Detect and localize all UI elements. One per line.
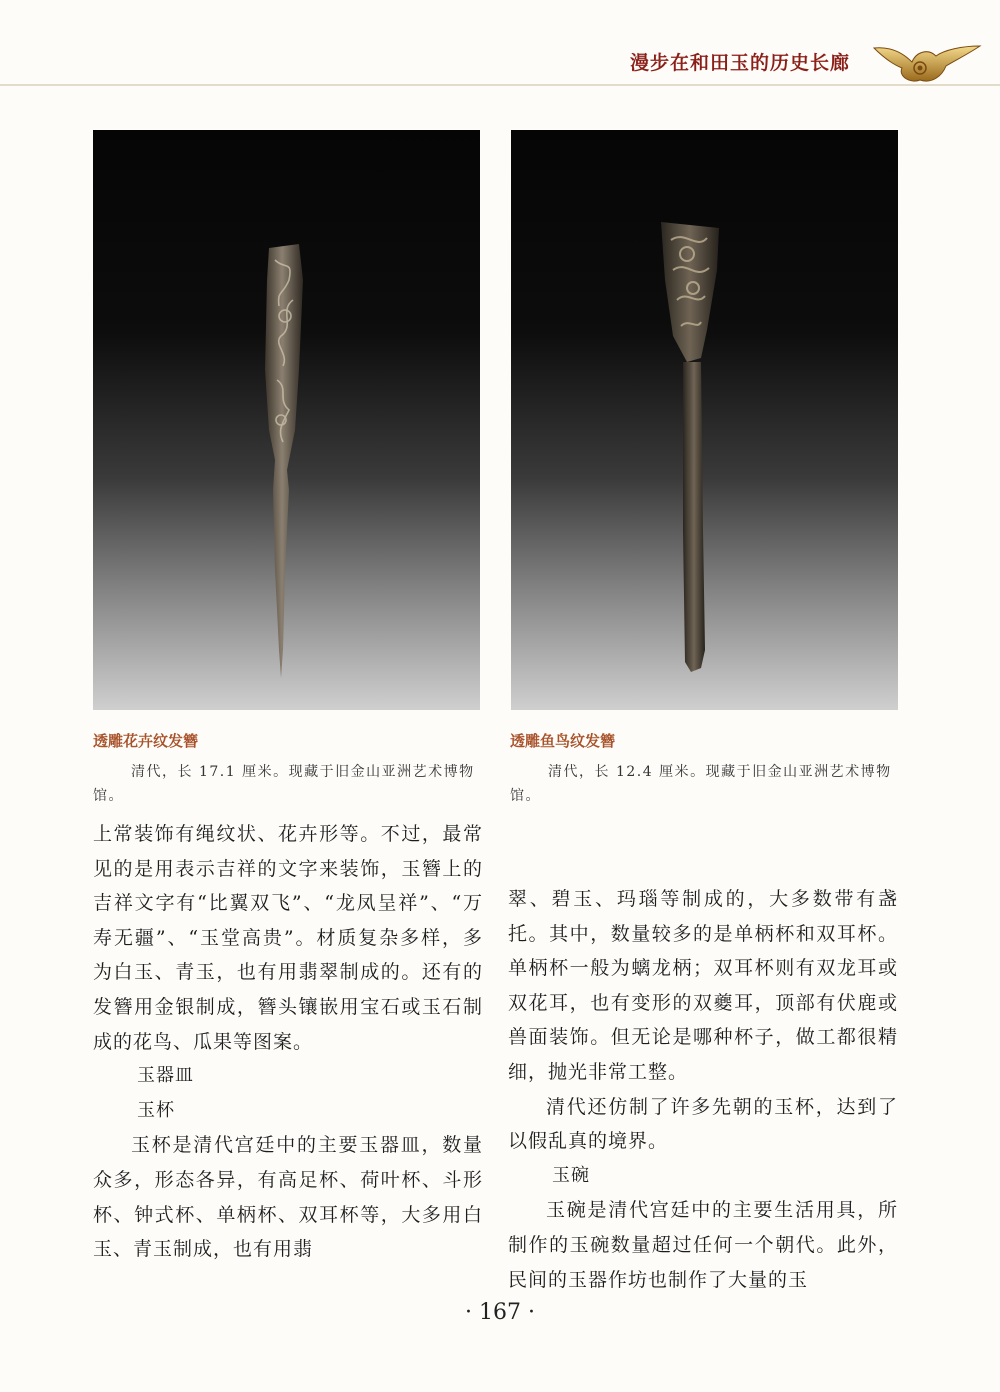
subheading-jade-bowls: 玉碗: [552, 1164, 590, 1186]
hairpin-photo-fish-bird: [511, 130, 898, 710]
right-text-column: [508, 882, 898, 1297]
paragraph-jade-bowls: 玉碗是清代宫廷中的主要生活用具，所制作的玉碗数量超过任何一个朝代。此外，民间的玉器作坊也制作了大量的玉: [508, 1199, 898, 1291]
header-rule: [0, 84, 1000, 86]
left-text-column: [93, 817, 483, 1267]
section-heading-jade-vessels: 玉器皿: [137, 1065, 194, 1087]
caption-title-fish-bird-hairpin: 透雕鱼鸟纹发簪: [510, 732, 616, 750]
paragraph-jade-cups: 玉杯是清代宫廷中的主要玉器皿，数量众多，形态各异，有高足杯、荷叶杯、斗形杯、钟式杯、单柄杯、双耳杯等，大多用白玉、青玉制成，也有用翡: [93, 1134, 483, 1261]
caption-body-fish-bird-hairpin: 清代，长 12.4 厘米。现藏于旧金山亚洲艺术博物馆。: [510, 764, 892, 804]
subheading-jade-cups: 玉杯: [137, 1099, 175, 1121]
running-title: 漫步在和田玉的历史长廊: [630, 52, 851, 74]
cloud-ornament-icon: [872, 40, 982, 88]
hairpin-photo-floral: [93, 130, 480, 710]
paragraph-imitation-cups: 清代还仿制了许多先朝的玉杯，达到了以假乱真的境界。: [508, 1095, 898, 1153]
caption-title-floral-hairpin: 透雕花卉纹发簪: [93, 732, 199, 750]
page-number: · 167 ·: [465, 1300, 535, 1325]
paragraph-jade-cups-continued: 翠、碧玉、玛瑙等制成的，大多数带有盏托。其中，数量较多的是单柄杯和双耳杯。单柄杯一般为螭龙柄；双耳杯则有双龙耳或双花耳，也有变形的双夔耳，顶部有伏鹿或兽面装饰。但无论是哪种杯子，做工都很精细，抛光非常工整。: [508, 888, 898, 1083]
caption-body-floral-hairpin: 清代，长 17.1 厘米。现藏于旧金山亚洲艺术博物馆。: [93, 764, 475, 804]
paragraph-hairpin-decoration: 上常装饰有绳纹状、花卉形等。不过，最常见的是用表示吉祥的文字来装饰，玉簪上的吉祥文字有“比翼双飞”、“龙凤呈祥”、“万寿无疆”、“玉堂高贵”。材质复杂多样，多为白玉、青玉，也有用翡翠制成的。还有的发簪用金银制成，簪头镶嵌用宝石或玉石制成的花鸟、瓜果等图案。: [93, 823, 483, 1053]
